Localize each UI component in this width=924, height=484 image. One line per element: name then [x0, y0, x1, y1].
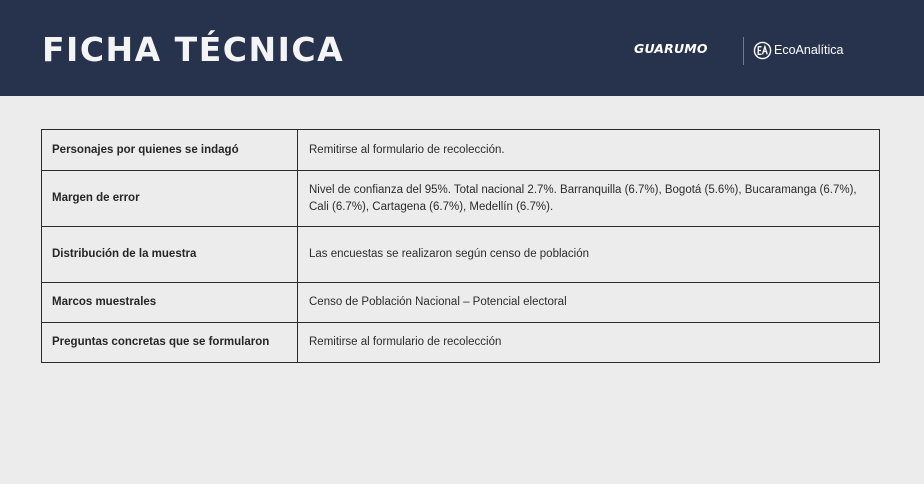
brand-divider — [743, 37, 744, 65]
ecoanalitica-logo-text: EcoAnalítica — [774, 43, 844, 57]
row-label: Margen de error — [42, 171, 298, 227]
page-title: FICHA TÉCNICA — [42, 30, 345, 69]
table-row — [42, 323, 880, 363]
page-header — [0, 0, 924, 96]
ea-circle-logo-icon — [753, 41, 772, 60]
guarumo-logo: GUARUMO — [634, 41, 708, 56]
table-row — [42, 171, 880, 227]
row-value: Remitirse al formulario de recolección — [298, 323, 880, 363]
row-value: Nivel de confianza del 95%. Total nacional 2.7%. Barranquilla (6.7%), Bogotá (5.6%), Bucaramanga (6.7%), Cali (6.7%), Cartagena (6.7%), Medellín (6.7%). — [298, 171, 880, 227]
row-value: Remitirse al formulario de recolección. — [298, 130, 880, 171]
row-value: Las encuestas se realizaron según censo de población — [298, 227, 880, 283]
row-label: Preguntas concretas que se formularon — [42, 323, 298, 363]
row-label: Personajes por quienes se indagó — [42, 130, 298, 171]
ecoanalitica-logo — [753, 40, 843, 60]
table-row — [42, 283, 880, 323]
technical-sheet-table — [41, 129, 880, 363]
row-label: Distribución de la muestra — [42, 227, 298, 283]
row-value: Censo de Población Nacional – Potencial electoral — [298, 283, 880, 323]
table-row — [42, 227, 880, 283]
row-label: Marcos muestrales — [42, 283, 298, 323]
table-row — [42, 130, 880, 171]
